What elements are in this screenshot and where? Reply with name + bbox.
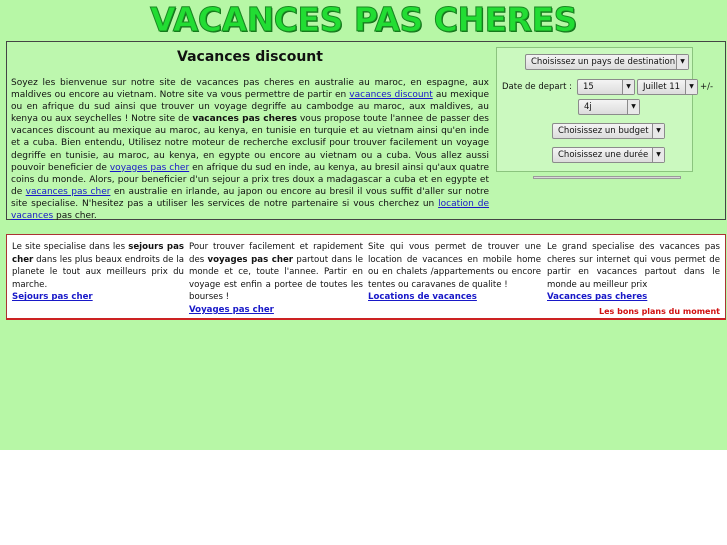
- link-voyages-pas-cher[interactable]: Voyages pas cher: [189, 304, 274, 315]
- intro-text-3: vous propose toute l'annee de passer des vacances discount au mexique au maroc, au kenya, en tunisie en turquie et au vietnam ainsi qu'en inde et a cuba. Bien entendu, Utilisez notre moteur de recherche exclusif pour trouver facilement un voyage degriffe en tunisie, au maroc, au kenya, en egypte ou encore au vietnam ou a cuba. Vous allez aussi pouvoir beneficier de: [11, 114, 489, 173]
- partner-column-sejours: [12, 241, 184, 304]
- column-text: Le grand specialise des vacances pas cheres sur internet qui vous permet de partir en vacances partout dans le monde au meilleur prix: [547, 242, 720, 290]
- chevron-down-icon: ▼: [685, 80, 697, 94]
- column-bold: sejours pas cher: [12, 242, 184, 265]
- chevron-down-icon: ▼: [676, 55, 688, 69]
- intro-section: [11, 45, 489, 222]
- flex-days-select[interactable]: [578, 99, 640, 115]
- link-sejours-pas-cher[interactable]: Sejours pas cher: [12, 292, 93, 303]
- duration-select-value: Choisissez une durée: [558, 150, 649, 160]
- search-button-edge[interactable]: [533, 176, 681, 179]
- link-vacances-pas-cher[interactable]: vacances pas cher: [25, 186, 111, 197]
- column-bold: voyages pas cher: [207, 254, 294, 265]
- link-locations-de-vacances[interactable]: Locations de vacances: [368, 292, 477, 303]
- day-select[interactable]: [577, 79, 635, 95]
- destination-select-value: Choisissez un pays de destination: [531, 57, 676, 67]
- month-select-value: Juillet 11: [643, 82, 681, 92]
- date-label: Date de depart :: [502, 82, 572, 92]
- partner-column-voyages: [189, 241, 363, 317]
- column-text: dans les plus beaux endroits de la planete le tout aux meilleurs prix du marche.: [12, 254, 184, 290]
- intro-bold-vacances: vacances pas cheres: [192, 114, 298, 125]
- page-heading: Vacances discount: [177, 49, 323, 65]
- month-select[interactable]: [637, 79, 698, 95]
- chevron-down-icon: ▼: [627, 100, 639, 114]
- intro-text-5: en australie en irlande, au japon ou encore au bresil il vous suffit d'aller sur notre site specialise. N'hesitez pas a utiliser les services de notre partenaire si vous cherchez un: [11, 186, 489, 209]
- destination-select[interactable]: [525, 54, 689, 70]
- link-location-de-vacances[interactable]: location de vacances: [11, 198, 490, 222]
- chevron-down-icon: ▼: [652, 148, 664, 162]
- link-vacances-pas-cheres[interactable]: Vacances pas cheres: [547, 292, 648, 303]
- search-form: [496, 47, 714, 172]
- column-text: partout dans le monde et ce, toute l'annee. Partir en voyage est enfin a portee de toutes les bourses !: [189, 254, 364, 303]
- chevron-down-icon: ▼: [622, 80, 634, 94]
- intro-text-1: Soyez les bienvenue sur notre site de vacances pas cheres en australie au maroc, en espagne, aux maldives ou encore au vietnam. Notre site va vous permettre de partir en: [11, 78, 489, 101]
- intro-text-6: pas cher.: [53, 211, 97, 222]
- column-text: Site qui vous permet de trouver une location de vacances en mobile home ou en chalets /appartements ou encore tentes ou caravanes de qualite !: [368, 242, 541, 290]
- main-content-box: [6, 41, 726, 220]
- flex-days-value: 4j: [584, 102, 592, 112]
- bons-plans-tag: Les bons plans du moment: [599, 307, 720, 316]
- partners-grid: [6, 234, 726, 320]
- partner-column-vacances: [547, 241, 720, 304]
- intro-text-2: au mexique ou en afrique du sud ainsi que trouver un voyage degriffe au cambodge au maroc, aux maldives, au kenya ou aux seychelles ! Notre site de: [11, 90, 489, 125]
- budget-select[interactable]: [552, 123, 665, 139]
- plus-minus-label: +/-: [700, 82, 714, 92]
- intro-text-4: en afrique du sud en inde, au kenya, au bresil ainsi qu'aux quatre coins du monde. Alors, pour beneficier d'un sejour a prix tres doux a madagascar a cuba et en egypte et de: [11, 162, 489, 197]
- link-voyages-pas-cher[interactable]: voyages pas cher: [109, 162, 190, 173]
- column-text: Le site specialise dans les: [12, 242, 129, 252]
- duration-select[interactable]: [552, 147, 665, 163]
- partner-column-locations: [368, 241, 541, 304]
- chevron-down-icon: ▼: [652, 124, 664, 138]
- intro-paragraph: [11, 77, 489, 222]
- budget-select-value: Choisissez un budget: [558, 126, 649, 136]
- link-vacances-discount[interactable]: vacances discount: [349, 90, 433, 101]
- column-text: Pour trouver facilement et rapidement des: [189, 242, 363, 265]
- site-title: VACANCES PAS CHERES: [150, 0, 577, 39]
- site-header: [0, 0, 727, 40]
- day-select-value: 15: [583, 82, 594, 92]
